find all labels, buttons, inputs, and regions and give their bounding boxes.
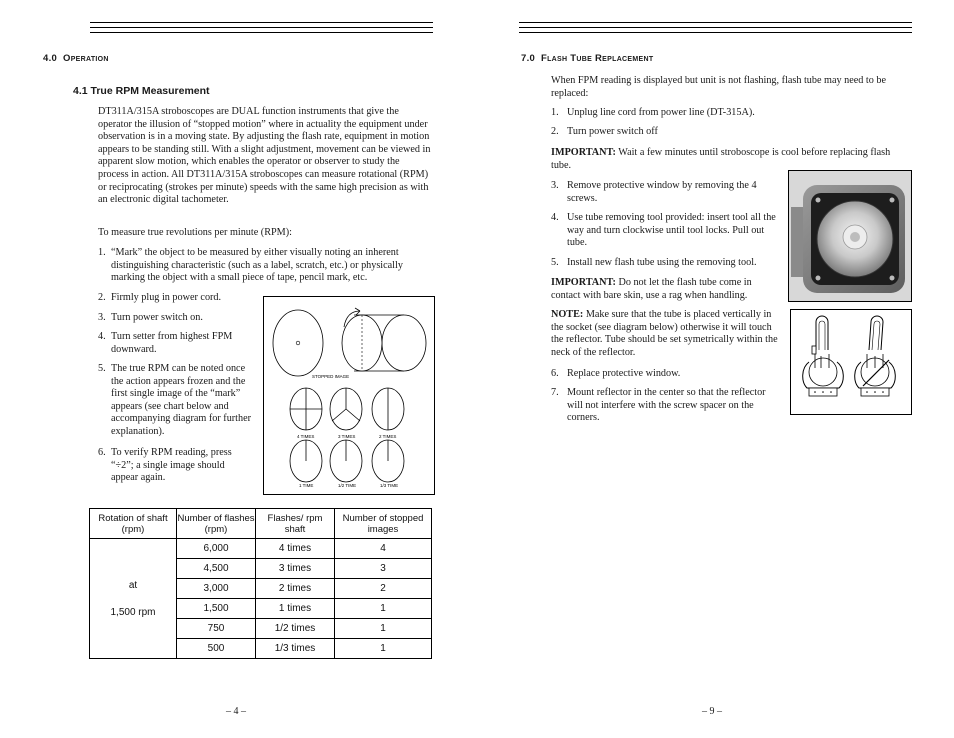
table-cell: 4 [335, 539, 432, 559]
list-item: 2. Firmly plug in power cord. [98, 292, 222, 303]
rpm-table [89, 508, 432, 659]
tube-placement-svg [791, 310, 911, 414]
table-cell: 500 [177, 639, 256, 659]
rotation-at: at [128, 579, 138, 591]
list-item: 6. Replace protective window. [551, 368, 681, 379]
list-item: 4. Use tube removing tool provided: insert tool all the way and turn clockwise until tool locks. Pull out tube. [551, 212, 776, 249]
section-heading: 4.0 Operation [43, 53, 109, 64]
table-cell: 3 [335, 559, 432, 579]
list-item: 3. Remove protective window by removing the 4 screws. [551, 180, 757, 204]
table-cell: 1 times [256, 599, 335, 619]
flash-intro: When FPM reading is displayed but unit is not flashing, flash tube may need to be replaced: [551, 75, 887, 99]
tube-placement-diagram [790, 309, 912, 415]
left-header-rule [90, 22, 433, 23]
table-row [90, 539, 432, 559]
important-note: IMPORTANT: Do not let the flash tube come in contact with bare skin, use a rag when handling. [551, 277, 752, 301]
list-item: 1. “Mark” the object to be measured by either visually noting an inherent distinguishing characteristic (such as a label, scratch, etc.) or physically marking the object with a small piece of tape, pencil mark, etc. [98, 247, 403, 284]
tube-note: NOTE: Make sure that the tube is placed vertically in the socket (see diagram below) otherwise it will touch the reflector. Tube should be set symetrically within the neck of the reflector. [551, 309, 778, 358]
cylinder-end [382, 315, 426, 371]
table-cell: 3,000 [177, 579, 256, 599]
table-header: Rotation of shaft (rpm) [90, 509, 177, 539]
table-cell: 1 [335, 619, 432, 639]
reflector-photo [788, 170, 912, 302]
label-2-times: 2 TIMES [379, 434, 397, 439]
table-header: Number of stopped images [335, 509, 432, 539]
list-item: 3. Turn power switch on. [98, 312, 203, 323]
table-cell: 1,500 [177, 599, 256, 619]
disc-mark [296, 341, 300, 345]
rotation-cell [90, 539, 177, 659]
stopped-image-svg [264, 297, 434, 494]
table-cell: 1 [335, 639, 432, 659]
right-header-rule [519, 27, 912, 28]
left-page-number: – 4 – [226, 706, 246, 717]
left-header-rule [90, 32, 433, 33]
table-cell: 6,000 [177, 539, 256, 559]
table-cell: 2 [335, 579, 432, 599]
right-page-number: – 9 – [702, 706, 722, 717]
intro-paragraph: DT311A/315A stroboscopes are DUAL function instruments that give the operator the illusion of “stopped motion” where in actuality the equipment under observation is in a moving state. By adjusting the flash rate, equipment in motion appears to be standing still. With a slight adjustment, movement can be viewed in apparent slow motion, which enables the operator or observer to study the process in action. All DT311A/315A stroboscopes can measure rotational (RPM) or reciprocating (strokes per minute) speeds with the same high precision as with an electronic digital tachometer. [98, 106, 431, 206]
list-item: 5. Install new flash tube using the removing tool. [551, 257, 757, 268]
table-header-row [90, 509, 432, 539]
table-cell: 4,500 [177, 559, 256, 579]
table-header: Number of flashes (rpm) [177, 509, 256, 539]
list-item: 4. Turn setter from highest FPM downward. [98, 331, 233, 355]
left-header-rule [90, 27, 433, 28]
subsection-heading: 4.1 True RPM Measurement [73, 85, 210, 97]
list-item: 6. To verify RPM reading, press “÷2”; a single image should appear again. [98, 447, 232, 484]
list-item: 7. Mount reflector in the center so that the reflector will not interfere with the screw spacer on the corners. [551, 387, 766, 424]
stopped-image-diagram [263, 296, 435, 495]
list-item: 5. The true RPM can be noted once the action appears frozen and the first single image of the “mark” appears (see chart below and accompanying diagram for further explanation). [98, 363, 252, 437]
reflector-svg [789, 171, 911, 301]
rotation-value: 1,500 rpm [110, 606, 156, 618]
right-header-rule [519, 22, 912, 23]
table-cell: 2 times [256, 579, 335, 599]
table-cell: 1/3 times [256, 639, 335, 659]
list-item: 1. Unplug line cord from power line (DT-315A). [551, 107, 755, 118]
table-header: Flashes/ rpm shaft [256, 509, 335, 539]
table-cell: 1 [335, 599, 432, 619]
stopped-image-label: STOPPED IMAGE [312, 374, 350, 379]
section-heading: 7.0 Flash Tube Replacement [521, 53, 654, 64]
table-cell: 750 [177, 619, 256, 639]
table-cell: 3 times [256, 559, 335, 579]
table-cell: 4 times [256, 539, 335, 559]
label-3-times: 3 TIMES [338, 434, 356, 439]
label-third-time: 1/3 TIME [380, 483, 399, 488]
list-item: 2. Turn power switch off [551, 126, 658, 137]
table-cell: 1/2 times [256, 619, 335, 639]
label-half-time: 1/2 TIME [338, 483, 357, 488]
label-1-time: 1 TIME [299, 483, 314, 488]
important-note: IMPORTANT: Wait a few minutes until stroboscope is cool before replacing flash tube. [551, 147, 891, 171]
right-header-rule [519, 32, 912, 33]
measure-intro: To measure true revolutions per minute (RPM): [98, 227, 292, 238]
label-4-times: 4 TIMES [297, 434, 315, 439]
